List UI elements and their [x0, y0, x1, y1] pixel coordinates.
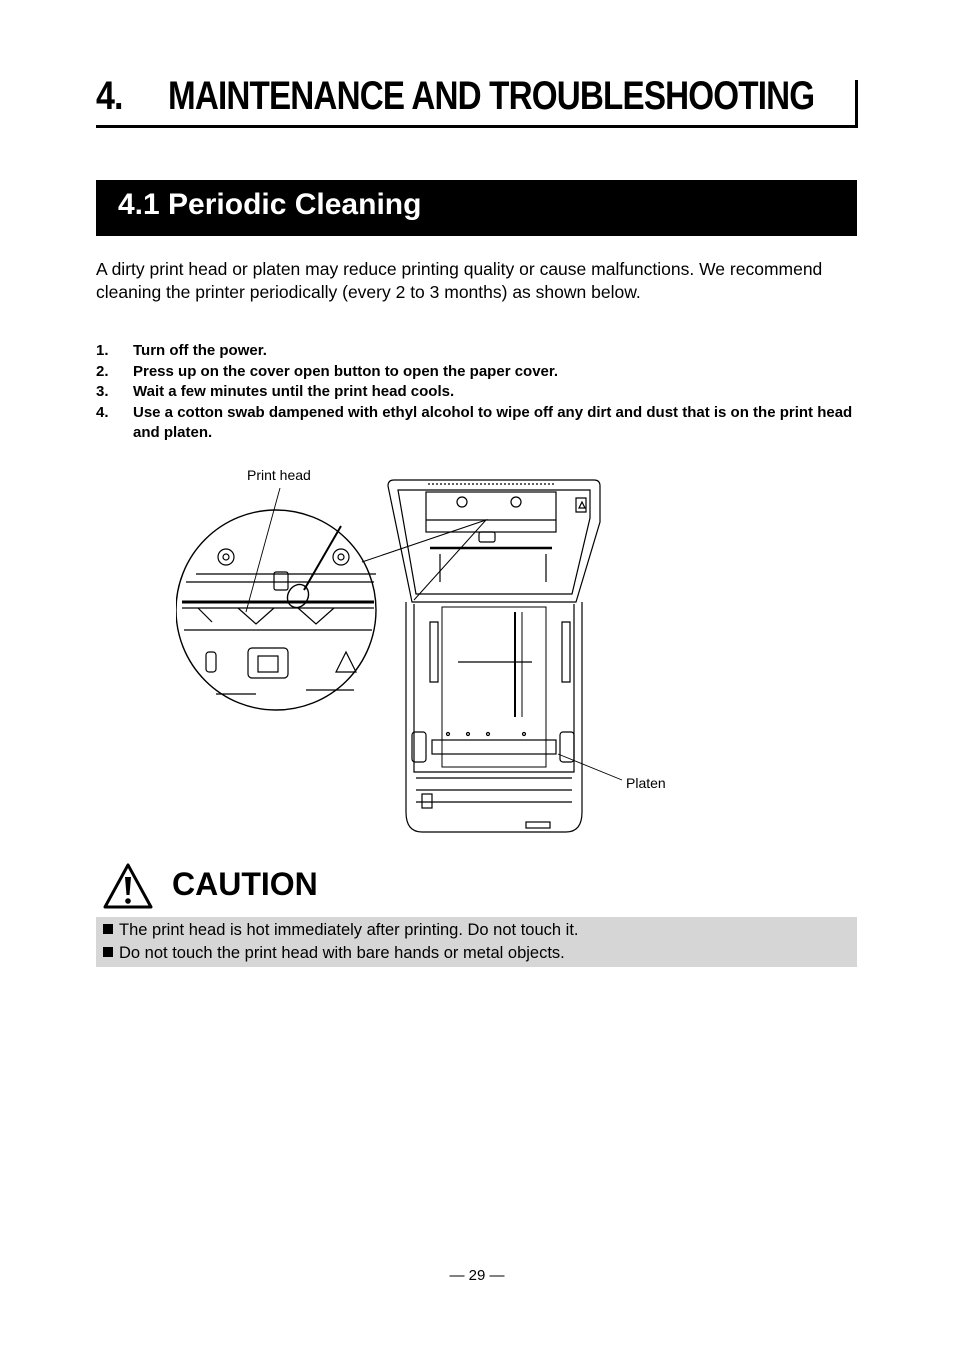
- step-number: 1.: [96, 342, 109, 359]
- step-text: Turn off the power.: [133, 342, 267, 359]
- step-number: 3.: [96, 383, 109, 400]
- platen-label: Platen: [626, 775, 666, 791]
- step-item: [96, 403, 858, 444]
- caution-title: CAUTION: [172, 866, 318, 902]
- step-item: [96, 362, 858, 383]
- bullet-square-icon: [103, 924, 113, 934]
- section-title: 4.1 Periodic Cleaning: [118, 188, 422, 221]
- printer-drawing: [176, 462, 696, 842]
- cleaning-steps: [96, 341, 858, 444]
- print-head-label: Print head: [247, 467, 311, 483]
- step-text: Wait a few minutes until the print head cools.: [133, 383, 455, 400]
- step-number: 4.: [96, 403, 109, 421]
- chapter-heading: [96, 74, 858, 128]
- caution-item-text: Do not touch the print head with bare hands or metal objects.: [119, 944, 565, 962]
- chapter-number: 4.: [96, 74, 123, 118]
- caution-item: [103, 919, 857, 942]
- chapter-title: MAINTENANCE AND TROUBLESHOOTING: [168, 74, 815, 118]
- caution-box: [96, 917, 857, 967]
- bullet-square-icon: [103, 947, 113, 957]
- intro-paragraph: A dirty print head or platen may reduce printing quality or cause malfunctions. We recommend cleaning the printer periodically (every 2 to 3 months) as shown below.: [96, 259, 823, 302]
- step-number: 2.: [96, 362, 109, 380]
- step-item: [96, 341, 858, 362]
- step-text: Use a cotton swab dampened with ethyl alcohol to wipe off any dirt and dust that is on the print head and platen.: [133, 403, 853, 441]
- section-heading-bar: [96, 180, 857, 236]
- caution-item: [103, 942, 857, 965]
- printer-cleaning-illustration: [176, 462, 696, 842]
- page-number: — 29 —: [449, 1267, 505, 1284]
- chapter-end-bar: [855, 80, 858, 127]
- caution-item-text: The print head is hot immediately after printing. Do not touch it.: [119, 921, 579, 939]
- step-text: Press up on the cover open button to open the paper cover.: [133, 362, 559, 380]
- step-item: [96, 382, 858, 403]
- warning-triangle-icon: [103, 862, 153, 910]
